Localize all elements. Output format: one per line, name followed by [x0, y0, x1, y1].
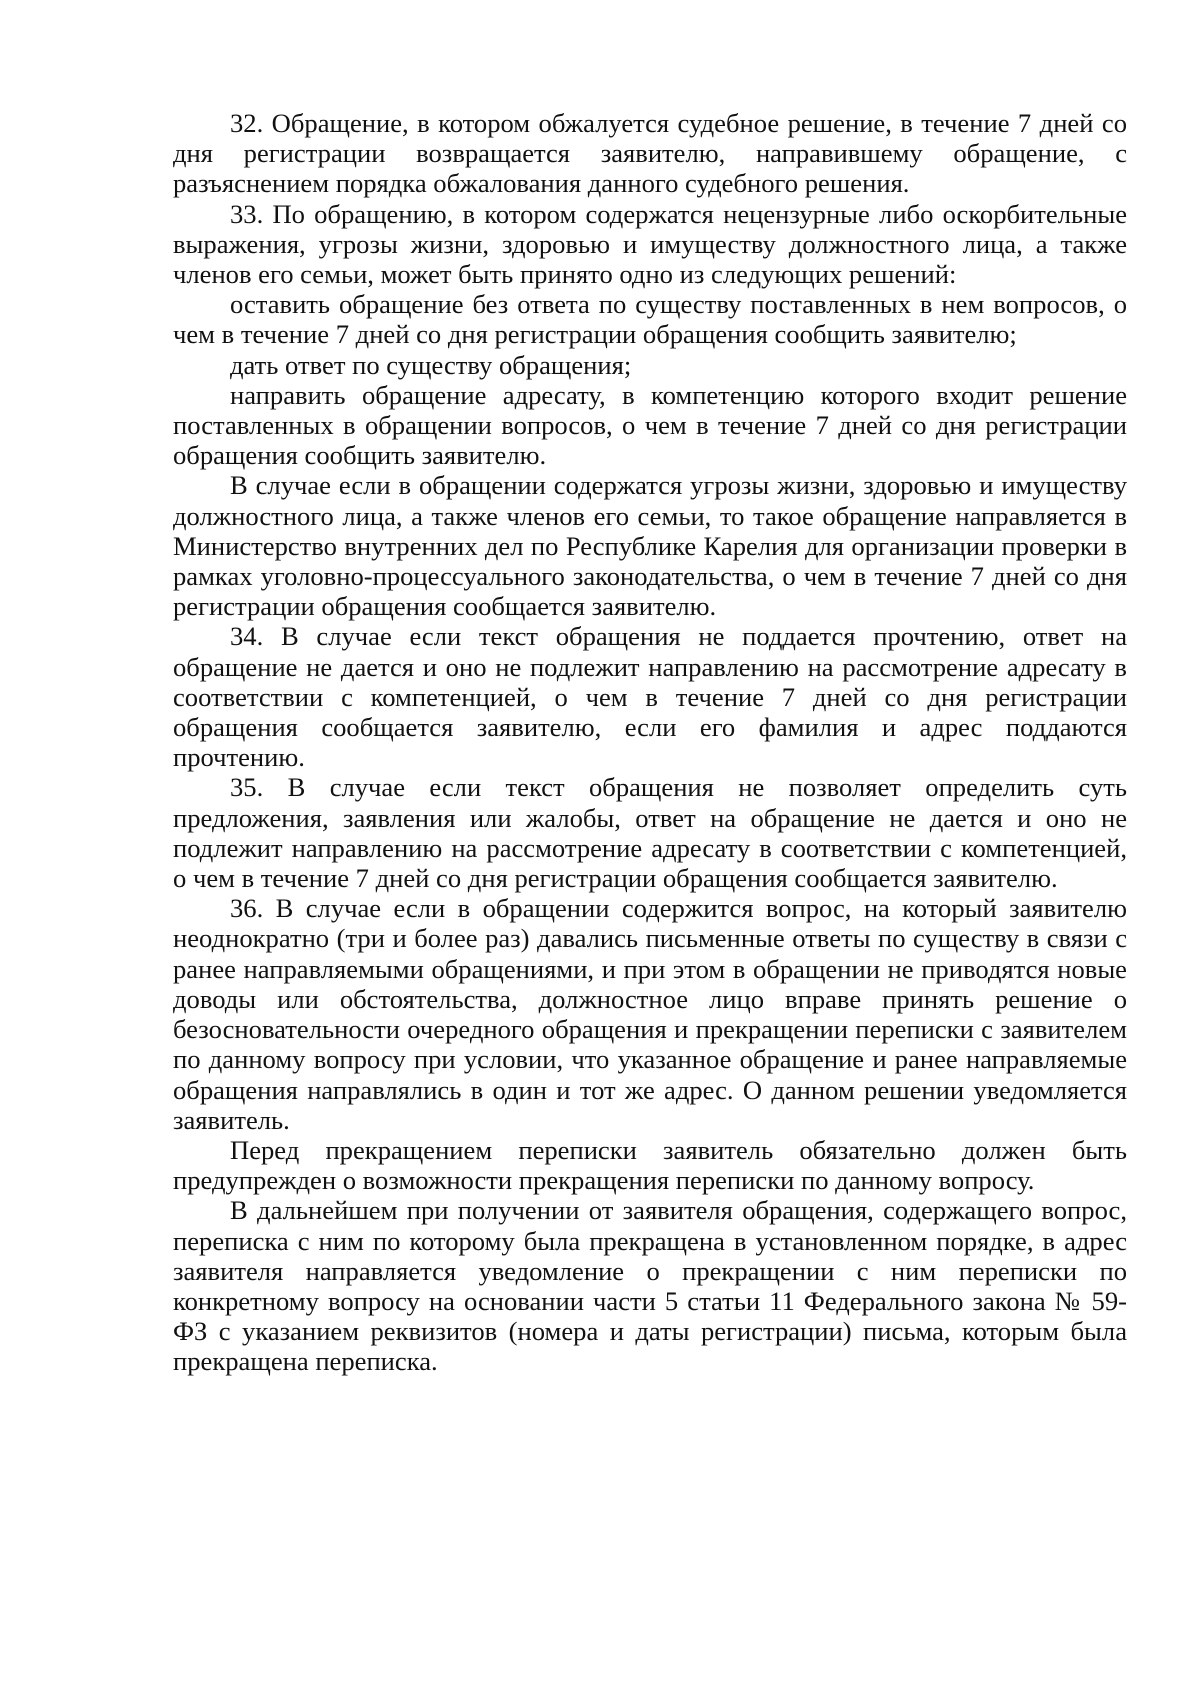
- document-page: [173, 108, 1127, 1377]
- paragraph-further-notice: В дальнейшем при получении от заявителя обращения, содержащего вопрос, переписка с ним по которому была прекращена в установленном порядке, в адрес заявителя направляется уведомление о прекращении с ним переписки по конкретному вопросу на основании части 5 статьи 11 Федерального закона № 59-ФЗ с указанием реквизитов (номера и даты регистрации) письма, которым была прекращена переписка.: [173, 1195, 1127, 1377]
- paragraph-item-33: 33. По обращению, в котором содержатся нецензурные либо оскорбительные выражения, угрозы жизни, здоровью и имуществу должностного лица, а также членов его семьи, может быть принято одно из следующих решений:: [173, 198, 1127, 290]
- paragraph-item-32: 32. Обращение, в котором обжалуется судебное решение, в течение 7 дней со дня регистрации возвращается заявителю, направившему обращение, с разъяснением порядка обжалования данного судебного решения.: [173, 108, 1127, 199]
- paragraph-threats-case: В случае если в обращении содержатся угрозы жизни, здоровью и имуществу должностного лица, а также членов его семьи, то такое обращение направляется в Министерство внутренних дел по Республике Карелия для организации проверки в рамках уголовно-процессуального законодательства, о чем в течение 7 дней со дня регистрации обращения сообщается заявителю.: [173, 470, 1127, 622]
- paragraph-option-answer: дать ответ по существу обращения;: [230, 349, 632, 380]
- paragraph-item-36: 36. В случае если в обращении содержится вопрос, на который заявителю неоднократно (три и более раз) давались письменные ответы по существу в связи с ранее направляемыми обращениями, и при этом в обращении не приводятся новые доводы или обстоятельства, должностное лицо вправе принять решение о безосновательности очередного обращения и прекращении переписки с заявителем по данному вопросу при условии, что указанное обращение и ранее направляемые обращения направлялись в один и тот же адрес. О данном решении уведомляется заявитель.: [173, 893, 1127, 1135]
- paragraph-option-leave-without-answer: оставить обращение без ответа по существу поставленных в нем вопросов, о чем в течение 7 дней со дня регистрации обращения сообщить заявителю;: [173, 289, 1127, 350]
- paragraph-item-34: 34. В случае если текст обращения не поддается прочтению, ответ на обращение не дается и оно не подлежит направлению на рассмотрение адресату в соответствии с компетенцией, о чем в течение 7 дней со дня регистрации обращения сообщается заявителю, если его фамилия и адрес поддаются прочтению.: [173, 621, 1127, 773]
- paragraph-item-35: 35. В случае если текст обращения не позволяет определить суть предложения, заявления или жалобы, ответ на обращение не дается и оно не подлежит направлению на рассмотрение адресату в соответствии с компетенцией, о чем в течение 7 дней со дня регистрации обращения сообщается заявителю.: [173, 772, 1127, 894]
- paragraph-option-redirect: направить обращение адресату, в компетенцию которого входит решение поставленных в обращении вопросов, о чем в течение 7 дней со дня регистрации обращения сообщить заявителю.: [173, 379, 1127, 471]
- paragraph-warning: Перед прекращением переписки заявитель обязательно должен быть предупрежден о возможности прекращения переписки по данному вопросу.: [173, 1134, 1127, 1196]
